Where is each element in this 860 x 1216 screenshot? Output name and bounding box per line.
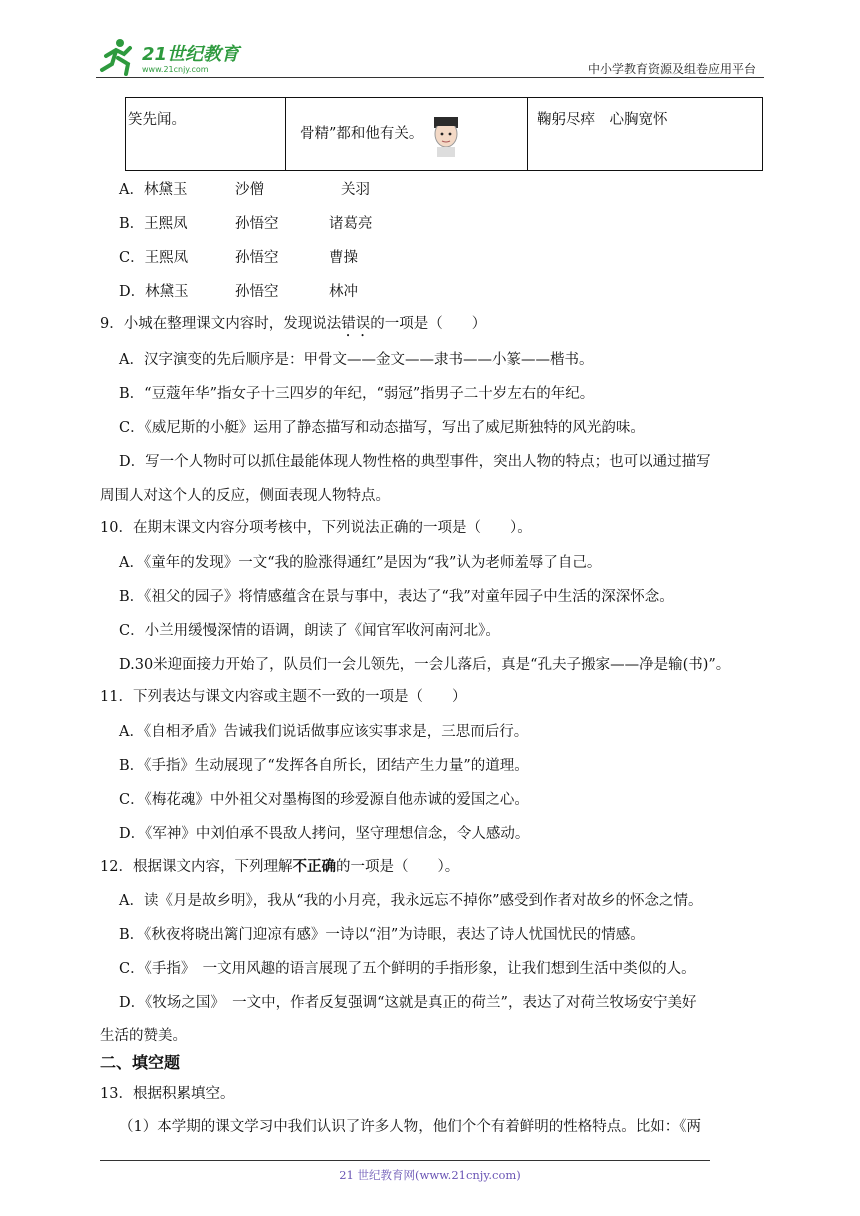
header-divider bbox=[96, 77, 764, 78]
q10-option-b: B．《祖父的园子》将情感蕴含在景与事中，表达了“我”对童年园子中生活的深深怀念。 bbox=[119, 589, 674, 605]
logo-sub: www.21cnjy.com bbox=[142, 65, 209, 74]
logo bbox=[98, 36, 258, 76]
q13-part-1: （1）本学期的课文学习中我们认识了许多人物，他们个个有着鲜明的性格特点。比如：《两 bbox=[119, 1119, 701, 1135]
q9-option-c: C．《威尼斯的小艇》运用了静态描写和动态描写，写出了威尼斯独特的风光韵味。 bbox=[119, 420, 645, 436]
q12-option-c: C．《手指》 一文用风趣的语言展现了五个鲜明的手指形象，让我们想到生活中类似的人。 bbox=[119, 961, 696, 977]
footer-link[interactable]: 21 世纪教育网(www.21cnjy.com) bbox=[339, 1168, 521, 1182]
q10-option-d: D.30米迎面接力开始了，队员们一会儿领先，一会儿落后，真是“孔夫子搬家——净是输(书)”。 bbox=[119, 657, 731, 673]
q11-option-d: D．《军神》中刘伯承不畏敌人拷问，坚守理想信念，令人感动。 bbox=[119, 826, 530, 842]
q13-stem: 13．根据积累填空。 bbox=[100, 1086, 235, 1102]
table-cell-1: 笑先闻。 bbox=[126, 98, 286, 170]
q12-option-d: D．《牧场之国》 一文中，作者反复强调“这就是真正的荷兰”，表达了对荷兰牧场安宁美好 bbox=[119, 995, 697, 1011]
q9-option-a: A．汉字演变的先后顺序是：甲骨文——金文——隶书——小篆——楷书。 bbox=[119, 352, 594, 368]
q12-option-a: A．读《月是故乡明》，我从“我的小月亮，我永远忘不掉你”感受到作者对故乡的怀念之情。 bbox=[119, 893, 703, 909]
character-table bbox=[125, 97, 763, 171]
q9-stem: 9．小城在整理课文内容时，发现说法错误的一项是（ ） bbox=[100, 316, 487, 332]
q12-stem: 12．根据课文内容，下列理解不正确的一项是（ ）。 bbox=[100, 858, 460, 875]
q8-option-d: D．林黛玉 孙悟空 林冲 bbox=[119, 284, 358, 300]
q11-stem: 11．下列表达与课文内容或主题不一致的一项是（ ） bbox=[100, 689, 467, 705]
q10-stem: 10．在期末课文内容分项考核中，下列说法正确的一项是（ ）。 bbox=[100, 520, 532, 536]
cartoon-face-icon bbox=[431, 114, 461, 158]
q8-option-b: B．王熙凤 孙悟空 诸葛亮 bbox=[119, 216, 373, 232]
logo-text: 21世纪教育 bbox=[142, 44, 240, 65]
platform-title: 中小学教育资源及组卷应用平台 bbox=[587, 62, 756, 76]
q8-option-c: C．王熙凤 孙悟空 曹操 bbox=[119, 250, 358, 266]
q8-option-a: A．林黛玉 沙僧 关羽 bbox=[119, 182, 370, 198]
section-heading: 二、填空题 bbox=[100, 1053, 181, 1072]
q11-option-a: A．《自相矛盾》告诫我们说话做事应该实事求是，三思而后行。 bbox=[119, 724, 529, 740]
q10-option-a: A．《童年的发现》一文“我的脸涨得通红”是因为“我”认为老师羞辱了自己。 bbox=[119, 555, 602, 571]
table-cell-2: 骨精”都和他有关。 bbox=[286, 98, 528, 170]
q9-option-d-cont: 周围人对这个人的反应，侧面表现人物特点。 bbox=[100, 488, 390, 504]
q11-option-b: B．《手指》生动展现了“发挥各自所长，团结产生力量”的道理。 bbox=[119, 758, 529, 774]
table-cell-3: 鞠躬尽瘁 心胸宽怀 bbox=[537, 112, 668, 128]
footer-divider bbox=[100, 1160, 710, 1161]
q9-option-d: D．写一个人物时可以抓住最能体现人物性格的典型事件，突出人物的特点；也可以通过描写 bbox=[119, 454, 711, 470]
q12-option-b: B．《秋夜将晓出篱门迎凉有感》一诗以“泪”为诗眼，表达了诗人忧国忧民的情感。 bbox=[119, 927, 645, 943]
q11-option-c: C．《梅花魂》中外祖父对墨梅图的珍爱源自他赤诚的爱国之心。 bbox=[119, 792, 529, 808]
runner-icon bbox=[102, 39, 130, 74]
q10-option-c: C．小兰用缓慢深情的语调，朗读了《闻官军收河南河北》。 bbox=[119, 623, 500, 639]
q9-option-b: B．“豆蔻年华”指女子十三四岁的年纪，“弱冠”指男子二十岁左右的年纪。 bbox=[119, 386, 595, 402]
q12-option-d-cont: 生活的赞美。 bbox=[100, 1028, 187, 1044]
